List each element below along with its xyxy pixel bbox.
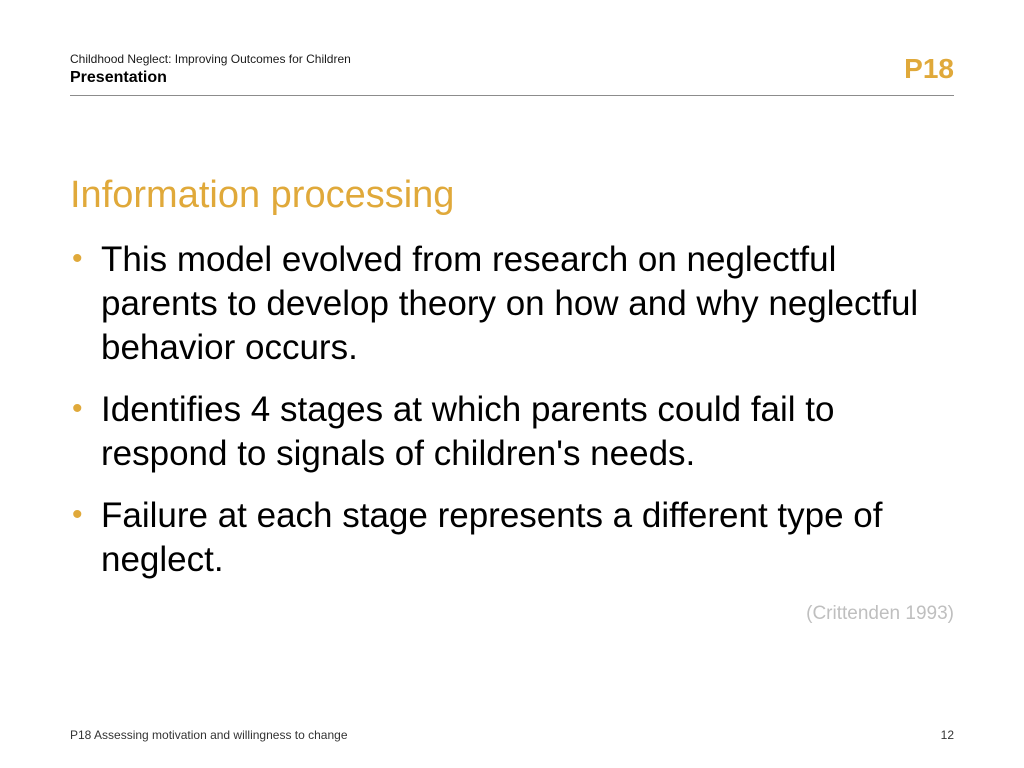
slide-title: Information processing [70,174,455,216]
bullet-item [70,238,960,370]
bullet-text: This model evolved from research on neglectful parents to develop theory on how and why neglectful behavior occurs. [101,240,919,367]
bullet-item [70,388,960,476]
bullet-icon: • [72,242,83,275]
slide-header [70,50,954,96]
header-title: Presentation [70,69,167,86]
footer-text: P18 Assessing motivation and willingness to change [70,728,348,742]
bullet-text: Identifies 4 stages at which parents could fail to respond to signals of children's needs. [101,390,835,473]
bullet-item [70,494,960,582]
bullet-icon: • [72,392,83,425]
header-subtitle: Childhood Neglect: Improving Outcomes for Children [70,52,351,66]
bullet-list [70,238,960,600]
citation: (Crittenden 1993) [806,603,954,624]
bullet-icon: • [72,498,83,531]
bullet-text: Failure at each stage represents a different type of neglect. [101,496,883,579]
module-code: P18 [904,53,954,84]
page-number: 12 [940,728,954,742]
